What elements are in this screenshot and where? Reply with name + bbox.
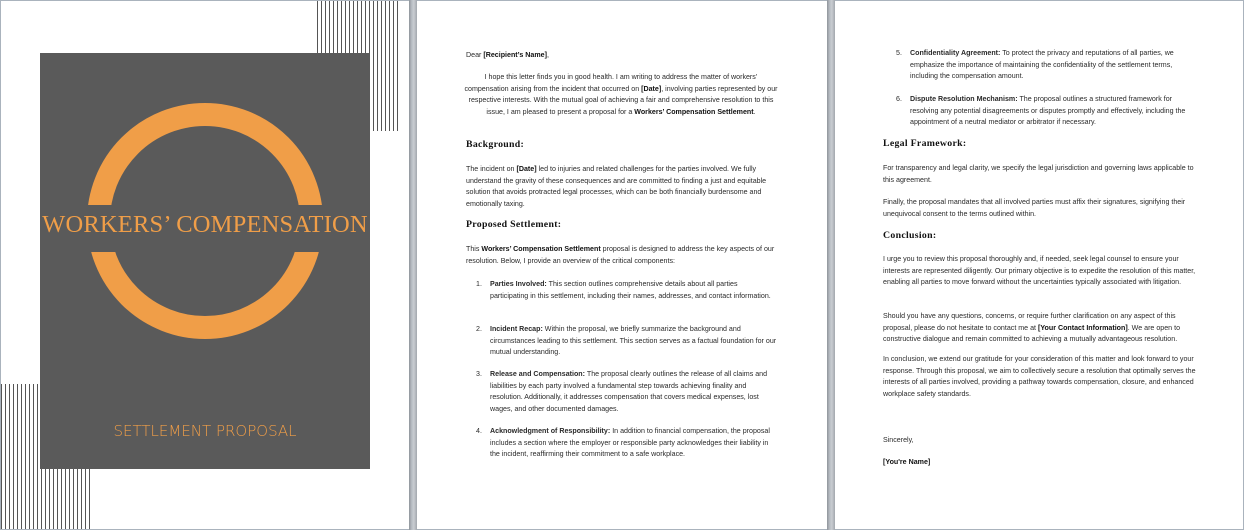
conclusion-paragraph-1: I urge you to review this proposal thoroughly and, if needed, seek legal counsel to ensure your interests are represented diligently. Our primary objective is to expedite the resolution of this matter, enabling all parties to move forward without the uncertainties typically associated with litigation.	[883, 255, 1196, 286]
heading-conclusion: Conclusion:	[883, 230, 937, 241]
cover-panel	[40, 53, 370, 469]
heading-proposed-settlement: Proposed Settlement:	[466, 219, 562, 230]
cover-title: WORKERS’ COMPENSATION	[42, 211, 368, 238]
legal-framework-paragraph-2: Finally, the proposal mandates that all involved parties must affix their signatures, signifying their unequivocal consent to the terms outlined within.	[883, 198, 1186, 218]
signature-placeholder: [You're Name]	[883, 458, 931, 466]
page-separator-2	[827, 0, 835, 530]
heading-legal-framework: Legal Framework:	[883, 138, 967, 149]
salutation: Dear [Recipient’s Name],	[466, 51, 549, 59]
legal-framework-paragraph-1: For transparency and legal clarity, we specify the legal jurisdiction and governing laws applicable to this agreement.	[883, 164, 1194, 184]
heading-background: Background:	[466, 139, 525, 150]
intro-paragraph: I hope this letter finds you in good health. I am writing to address the matter of workers’ compensation arising from the incident that occurred on [Date], involving parties represented by our respective interests. With the mutual goal of achieving a fair and comprehensive resolution to this issue, I am pleased to present a proposal for a Workers’ Compensation Settlement.	[464, 73, 778, 116]
conclusion-paragraph-2: Should you have any questions, concerns, or require further clarification on any aspect of this proposal, please do not hesitate to contact me at [Your Contact Information]. We are open to constructive dialogue and remain committed to achieving a mutually advantageous resolution.	[883, 312, 1181, 343]
recipient-name-placeholder: [Recipient’s Name]	[483, 51, 547, 59]
page-letter-1: Dear [Recipient’s Name], I hope this letter finds you in good health. I am writing to address the matter of workers’ compensation arising from the incident that occurred on [Date], involving parties represented by our respective interests. With the mutual goal of achieving a fair and comprehensive resolution to this issue, I am pleased to present a proposal for a Workers’ Compensation Settlement. Background: The incident on [Date] led to injuries and related challenges for the parties involved. We fully understand the gravity of these consequences and are committed to finding a just and equitable solution that avoids protracted legal processes, which can be both financially burdensome and emotionally taxing. Proposed Settlement: This Workers’ Compensation Settlement proposal is designed to address the key aspects of our resolution. Below, I provide an overview of the critical components: 1. Parties Involved: This section outlines comprehensive details about all parties participating in this settlement, including their names, addresses, and contact information. 2. Incident Recap: Within the proposal, we briefly summarize the background and circumstances leading to this settlement. This section serves as a factual foundation for our mutual understanding. 3. Release and Compensation: The proposal clearly outlines the release of all claims and liabilities by each party involved a fundamental step towards achieving finality and resolution. Additionally, it addresses compensation that covers medical expenses, lost wages, and other documented damages. 4. Acknowledgment of Responsibility: In addition to financial compensation, the proposal includes a section where the employer or responsible party acknowledges their liability in the incident, reaffirming their commitment to a safe workplace.	[417, 1, 827, 529]
conclusion-paragraph-3: In conclusion, we extend our gratitude for your consideration of this matter and look forward to your response. Through this proposal, we aim to collectively secure a resolution that optimally serves the interests of all parties involved, providing a pathway towards compensation, closure, and enhanced workplace safety standards.	[883, 355, 1196, 398]
page-cover	[1, 1, 409, 529]
closing: Sincerely,	[883, 436, 914, 444]
page-letter-2: 5. Confidentiality Agreement: To protect the privacy and reputations of all parties, we emphasize the importance of maintaining the confidentiality of the settlement terms, including the compensation amount. 6. Dispute Resolution Mechanism: The proposal outlines a structured framework for resolving any potential disagreements or disputes promptly and effectively, including the appointment of a neutral mediator or arbitrator if necessary. Legal Framework: For transparency and legal clarity, we specify the legal jurisdiction and governing laws applicable to this agreement. Finally, the proposal mandates that all involved parties must affix their signatures, signifying their unequivocal consent to the terms outlined within. Conclusion: I urge you to review this proposal thoroughly and, if needed, seek legal counsel to ensure your interests are represented diligently. Our primary objective is to expedite the resolution of this matter, enabling all parties to move forward without the uncertainties typically associated with litigation. Should you have any questions, concerns, or require further clarification on any aspect of this proposal, please do not hesitate to contact me at [Your Contact Information]. We are open to constructive dialogue and remain committed to achieving a mutually advantageous resolution. In conclusion, we extend our gratitude for your consideration of this matter and look forward to your response. Through this proposal, we aim to collectively secure a resolution that optimally serves the interests of all parties involved, providing a pathway towards compensation, closure, and enhanced workplace safety standards. Sincerely, [You're Name]	[835, 1, 1243, 529]
background-paragraph: The incident on [Date] led to injuries and related challenges for the parties involved. We fully understand the gravity of these consequences and are committed to finding a just and equitable solution that avoids protracted legal processes, which can be both financially burdensome and emotionally taxing.	[466, 165, 767, 208]
page-separator-1	[409, 0, 417, 530]
cover-subtitle: SETTLEMENT PROPOSAL	[113, 422, 297, 440]
proposed-settlement-intro: This Workers’ Compensation Settlement proposal is designed to address the key aspects of our resolution. Below, I provide an overview of the critical components:	[466, 245, 775, 265]
contact-info-placeholder: [Your Contact Information]	[1037, 323, 1128, 332]
